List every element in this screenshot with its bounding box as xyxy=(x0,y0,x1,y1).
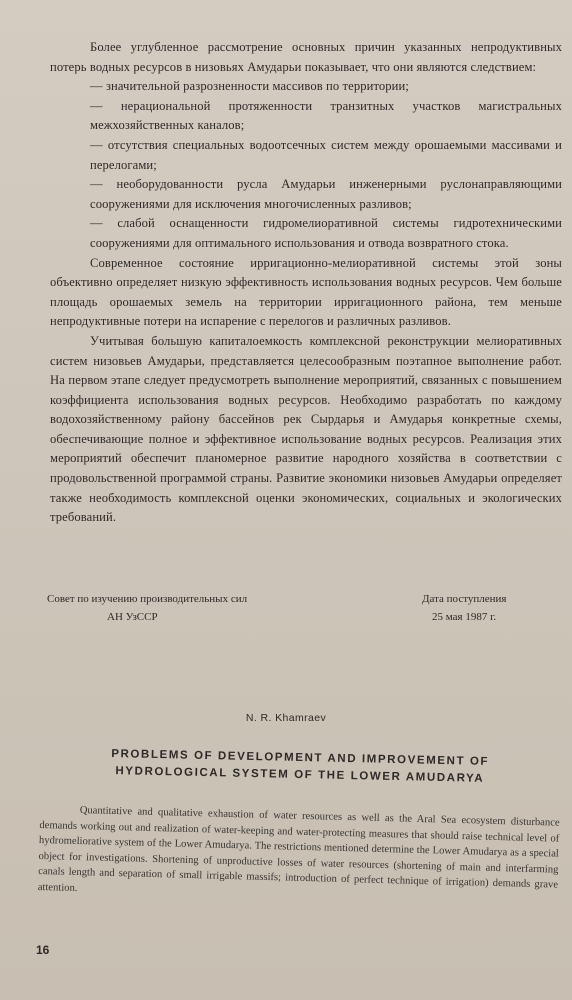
paragraph-intro: Более углубленное рассмотрение основных причин указанных непродуктивных потерь водных ресурсов в низовьях Амударьи показывает, что они являются следствием: xyxy=(50,40,562,74)
english-author: N. R. Khamraev xyxy=(245,712,327,724)
list-item-4: — необорудованности русла Амударьи инженерными руслонаправляющими сооружениями для исключения многочисленных разливов; xyxy=(90,177,562,211)
organization-name: Совет по изучению производительных сил xyxy=(47,593,248,605)
organization-block xyxy=(47,590,327,626)
english-title xyxy=(40,745,561,790)
list-item-5: — слабой оснащенности гидромелиоративной системы гидротехническими сооружениями для оптимального использования и отвода возвратного стока. xyxy=(90,216,562,250)
english-abstract-text: Quantitative and qualitative exhaustion of water resources as well as the Aral Sea ecosystem disturbance demands working out and realization of water-keeping and water-protecting measures that should raise technical level of hydromeliorative system of the Lower Amudarya. The restrictions mentioned determine the Lower Amudarya as a special object for investigations. Shortening of unproductive losses of water resources (shortening of main and interfarming canals length and separation of small irrigable massifs; introduction of perfect technique of irrigation) demands grave attention. xyxy=(37,805,560,894)
list-item-1: — значительной разрозненности массивов по территории; xyxy=(90,79,409,94)
date-label: Дата поступления xyxy=(422,593,507,605)
english-title-line-1: PROBLEMS OF DEVELOPMENT AND IMPROVEMENT OF xyxy=(111,748,490,768)
page-number: 16 xyxy=(36,943,50,957)
date-value: 25 мая 1987 г. xyxy=(432,611,497,623)
organization-academy: АН УзССР xyxy=(107,611,158,623)
list-item-3: — отсутствия специальных водоотсечных систем между орошаемыми массивами и перелогами; xyxy=(90,137,562,172)
paragraph-current-state: Современное состояние ирригационно-мелиоративной системы этой зоны объективно определяет низкую эффективность использования водных ресурсов. Чем больше площадь орошаемых земель на территории ирригационного района, тем меньше непродуктивные потери на испарение с перелогов и различных разливов. xyxy=(50,255,562,329)
english-abstract xyxy=(38,802,560,909)
list-item-2: — нерациональной протяженности транзитных участков магистральных межхозяйственных каналов; xyxy=(90,98,562,133)
russian-body-text xyxy=(50,38,562,528)
english-title-line-2: HYDROLOGICAL SYSTEM OF THE LOWER AMUDARYA xyxy=(115,765,485,785)
paragraph-reconstruction: Учитывая большую капиталоемкость комплексной реконструкции мелиоративных систем низовьев Амударьи, представляется целесообразным поэтапное выполнение работ. На первом этапе следует предусмотреть выполнение мероприятий, связанных с повышением коэффициента использования водных ресурсов. Необходимо разработать по каждому водохозяйственному району бассейнов рек Сырдарья и Амударья конкретные схемы, обеспечивающие полное и эффективное использование водных ресурсов. Реализация этих мероприятий обеспечит планомерное развитие народного хозяйства в соответствии с продовольственной программой страны. Развитие экономики низовьев Амударьи определяет также необходимость комплексной оценки экономических, социальных и экологических требований. xyxy=(50,333,562,525)
date-block xyxy=(422,590,562,626)
